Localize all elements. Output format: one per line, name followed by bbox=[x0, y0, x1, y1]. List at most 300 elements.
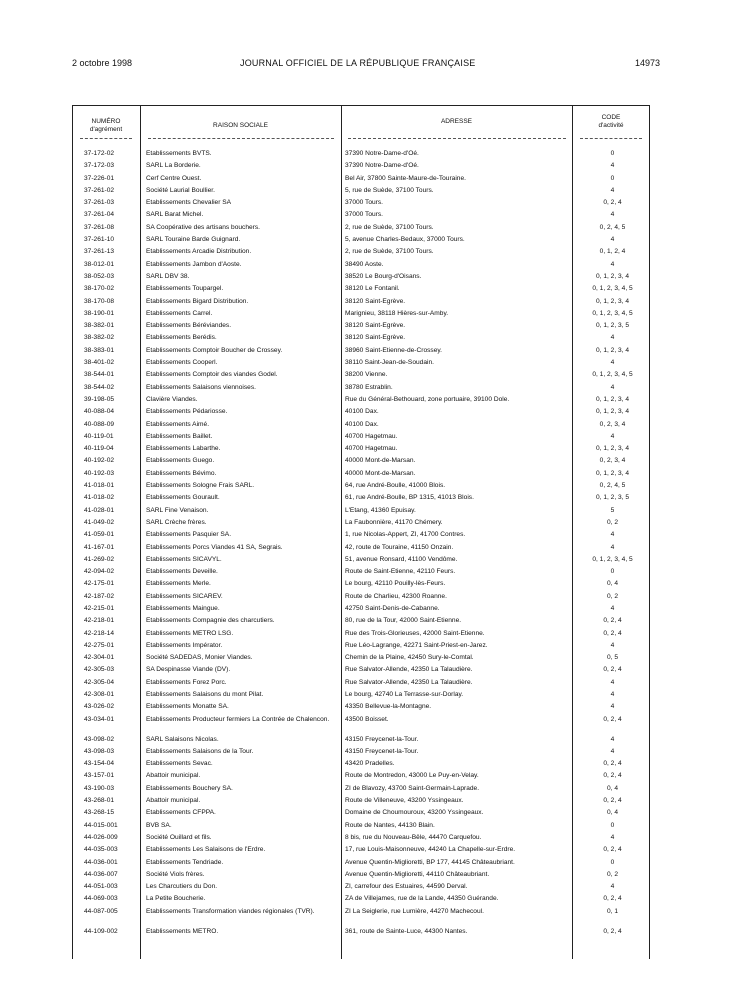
address: ZI La Seiglerie, rue Lumière, 44270 Machecoul. bbox=[345, 907, 484, 915]
activity-code: 0, 2, 4 bbox=[603, 666, 622, 674]
company-name: Etablissements Merle. bbox=[146, 580, 211, 588]
approval-number: 44-087-005 bbox=[84, 907, 118, 915]
table-header bbox=[72, 106, 650, 138]
approval-number: 38-382-01 bbox=[84, 322, 115, 330]
company-name: Etablissements Labarthe. bbox=[146, 445, 221, 453]
company-name: SARL Fine Venaison. bbox=[146, 506, 209, 514]
activity-code: 0 bbox=[610, 150, 615, 157]
activity-code: 0, 2, 4 bbox=[603, 927, 622, 935]
activity-code: 0, 2, 4, 5 bbox=[599, 223, 626, 231]
approval-table bbox=[72, 105, 650, 959]
header-rule bbox=[580, 138, 642, 139]
approval-number: 44-036-001 bbox=[84, 858, 118, 866]
company-name: Les Charcutiers du Don. bbox=[146, 883, 218, 891]
activity-code: 0 bbox=[610, 568, 615, 576]
address: 64, rue André-Boulle, 41000 Blois. bbox=[345, 482, 446, 490]
activity-code: 0, 2, 3, 4 bbox=[599, 457, 626, 465]
table-row bbox=[72, 347, 650, 359]
activity-code: 0, 1, 2, 3, 4, 5 bbox=[592, 371, 633, 379]
approval-number: 44-026-009 bbox=[84, 833, 118, 841]
header-rule bbox=[348, 138, 566, 139]
table-row bbox=[72, 470, 650, 482]
table-row bbox=[72, 748, 650, 760]
table-row bbox=[72, 310, 650, 322]
company-name: Etablissements METRO LSG. bbox=[146, 629, 234, 637]
table-row bbox=[72, 642, 650, 654]
address: 8 bis, rue du Nouveau-Bêle, 44470 Carquefou. bbox=[345, 833, 482, 841]
col-header-raison-sociale: RAISON SOCIALE bbox=[213, 122, 268, 129]
address: 38490 Aoste. bbox=[345, 260, 384, 268]
company-name: Etablissements Gourault. bbox=[146, 494, 220, 502]
company-name: Etablissements Arcadie Distribution. bbox=[146, 248, 252, 256]
table-row bbox=[72, 580, 650, 592]
address: Le bourg, 42110 Pouilly-lès-Feurs. bbox=[345, 580, 446, 588]
activity-code: 0, 2, 4 bbox=[603, 629, 622, 637]
company-name: Etablissements Berédis. bbox=[146, 334, 217, 342]
address: 43150 Freycenet-la-Tour. bbox=[345, 735, 419, 743]
table-row bbox=[72, 482, 650, 494]
company-name: Société Laurial Boullier. bbox=[146, 186, 215, 194]
address: 2, rue de Suède, 37100 Tours. bbox=[345, 223, 434, 231]
table-row bbox=[72, 211, 650, 223]
address: Chemin de la Plaine, 42450 Sury-le-Comtal. bbox=[345, 654, 474, 662]
activity-code: 0, 2, 4 bbox=[603, 199, 622, 207]
address: 38960 Saint-Etienne-de-Crossey. bbox=[345, 346, 443, 354]
company-name: Etablissements Impérator. bbox=[146, 641, 223, 649]
table-row bbox=[72, 162, 650, 174]
address: 42750 Saint-Denis-de-Cabanne. bbox=[345, 604, 440, 612]
address: Rue Salvator-Allende, 42350 La Talaudière. bbox=[345, 666, 473, 674]
address: 40000 Mont-de-Marsan. bbox=[345, 457, 416, 465]
company-name: Etablissements SICAVYL. bbox=[146, 555, 222, 563]
company-name: Etablissements Aimé. bbox=[146, 420, 210, 428]
company-name: Etablissements Bouchery SA. bbox=[146, 784, 233, 792]
approval-number: 44-015-001 bbox=[84, 821, 118, 829]
address: 17, rue Louis-Maisonneuve, 44240 La Chapelle-sur-Erdre. bbox=[345, 846, 516, 854]
address: 38120 Saint-Egrève. bbox=[345, 297, 406, 305]
address: 1, rue Nicolas-Appert, ZI, 41700 Contres. bbox=[345, 531, 466, 539]
activity-code: 5 bbox=[610, 506, 615, 514]
approval-number: 37-172-02 bbox=[84, 150, 115, 157]
table-row bbox=[72, 371, 650, 383]
approval-number: 42-308-01 bbox=[84, 691, 115, 699]
address: Bel Air, 37800 Sainte-Maure-de-Touraine. bbox=[345, 174, 466, 182]
table-row bbox=[72, 593, 650, 605]
company-name: Etablissements Compagnie des charcutiers. bbox=[146, 617, 275, 625]
company-name: Etablissements Salaisons de la Tour. bbox=[146, 747, 254, 755]
table-row bbox=[72, 421, 650, 433]
activity-code: 4 bbox=[610, 432, 615, 440]
address: La Faubonnière, 41170 Chémery. bbox=[345, 518, 443, 526]
table-row bbox=[72, 408, 650, 420]
address: Rue du Général-Bethouard, zone portuaire, 39100 Dole. bbox=[345, 395, 510, 403]
approval-number: 40-088-04 bbox=[84, 408, 115, 416]
address: 40700 Hagetmau. bbox=[345, 445, 398, 453]
activity-code: 4 bbox=[610, 735, 615, 743]
address: 43420 Pradelles. bbox=[345, 760, 395, 768]
table-row bbox=[72, 457, 650, 469]
table-row bbox=[72, 785, 650, 797]
activity-code: 4 bbox=[610, 334, 615, 342]
company-name: Société SADEDAS, Monier Viandes. bbox=[146, 654, 253, 662]
activity-code: 0, 2, 4 bbox=[603, 715, 622, 723]
table-row bbox=[72, 175, 650, 187]
table-row bbox=[72, 236, 650, 248]
company-name: SARL Barat Michel. bbox=[146, 211, 204, 219]
table-row bbox=[72, 871, 650, 883]
table-row bbox=[72, 846, 650, 858]
address: 5, rue de Suède, 37100 Tours. bbox=[345, 186, 434, 194]
table-row bbox=[72, 568, 650, 580]
company-name: SARL Crèche frères. bbox=[146, 518, 207, 526]
activity-code: 0, 2, 3, 4 bbox=[599, 420, 626, 428]
company-name: SA Coopérative des artisans bouchers. bbox=[146, 223, 260, 231]
company-name: Etablissements Guego. bbox=[146, 457, 215, 465]
company-name: Abattoir municipal. bbox=[146, 772, 201, 780]
activity-code: 4 bbox=[610, 186, 615, 194]
activity-code: 0, 1, 2, 3, 4 bbox=[596, 346, 629, 354]
activity-code: 0, 2, 4 bbox=[603, 895, 622, 903]
approval-number: 43-157-01 bbox=[84, 772, 115, 780]
approval-number: 41-028-01 bbox=[84, 506, 115, 514]
company-name: Etablissements Jambon d'Aoste. bbox=[146, 260, 242, 268]
approval-number: 37-261-13 bbox=[84, 248, 115, 256]
company-name: Etablissements Sologne Frais SARL. bbox=[146, 482, 255, 490]
activity-code: 0, 1 bbox=[607, 907, 618, 915]
table-row bbox=[72, 716, 650, 736]
approval-number: 38-170-08 bbox=[84, 297, 115, 305]
approval-number: 41-049-02 bbox=[84, 518, 115, 526]
col-header-numero-line2: d'agrément bbox=[89, 126, 123, 133]
approval-number: 43-268-01 bbox=[84, 797, 115, 805]
table-row bbox=[72, 630, 650, 642]
address: Avenue Quentin-Miglioretti, BP 177, 44145 Châteaubriant. bbox=[345, 858, 515, 866]
approval-number: 44-036-007 bbox=[84, 870, 118, 878]
table-row bbox=[72, 507, 650, 519]
activity-code: 0, 1, 2, 3, 4 bbox=[596, 395, 629, 403]
activity-code: 0, 2, 4 bbox=[603, 846, 622, 854]
header-rule bbox=[148, 138, 334, 139]
activity-code: 0, 1, 2, 3, 4 bbox=[596, 445, 629, 453]
address: 43500 Boisset. bbox=[345, 715, 389, 723]
company-name: Etablissements Comptoir des viandes Godel. bbox=[146, 371, 278, 379]
journal-title: JOURNAL OFFICIEL DE LA RÉPUBLIQUE FRANÇAISE bbox=[240, 58, 476, 68]
col-header-code-line1: CODE bbox=[601, 114, 621, 121]
company-name: BVB SA. bbox=[146, 821, 172, 829]
address: 40000 Mont-de-Marsan. bbox=[345, 469, 416, 477]
activity-code: 0, 2 bbox=[607, 592, 618, 600]
activity-code: 0, 1, 2, 3, 4 bbox=[596, 297, 629, 305]
table-row bbox=[72, 834, 650, 846]
company-name: Etablissements Salaisons du mont Pilat. bbox=[146, 691, 264, 699]
company-name: Clavière Viandes. bbox=[146, 395, 198, 403]
activity-code: 4 bbox=[610, 604, 615, 612]
activity-code: 4 bbox=[610, 641, 615, 649]
approval-number: 40-088-09 bbox=[84, 420, 115, 428]
address: Route de Nantes, 44130 Blain. bbox=[345, 821, 435, 829]
address: 42, route de Touraine, 41150 Onzain. bbox=[345, 543, 454, 551]
table-row bbox=[72, 617, 650, 629]
address: 5, avenue Charles-Bedaux, 37000 Tours. bbox=[345, 236, 465, 244]
table-row bbox=[72, 531, 650, 543]
table-row bbox=[72, 433, 650, 445]
table-row bbox=[72, 895, 650, 907]
address: 38110 Saint-Jean-de-Soudain. bbox=[345, 359, 434, 367]
company-name: Etablissements Baillet. bbox=[146, 432, 213, 440]
activity-code: 0 bbox=[610, 821, 615, 829]
address: Route de Charlieu, 42300 Roanne. bbox=[345, 592, 447, 600]
approval-number: 42-175-01 bbox=[84, 580, 115, 588]
activity-code: 0, 2 bbox=[607, 870, 618, 878]
approval-number: 41-018-02 bbox=[84, 494, 115, 502]
approval-number: 42-187-02 bbox=[84, 592, 115, 600]
company-name: Etablissements METRO. bbox=[146, 927, 219, 935]
approval-number: 37-226-01 bbox=[84, 174, 115, 182]
table-row bbox=[72, 334, 650, 346]
activity-code: 0 bbox=[610, 858, 615, 866]
address: ZI, carrefour des Estuaires, 44590 Derval. bbox=[345, 883, 468, 891]
company-name: Etablissements Tendriade. bbox=[146, 858, 224, 866]
activity-code: 0, 5 bbox=[607, 654, 618, 662]
activity-code: 4 bbox=[610, 162, 615, 170]
table-row bbox=[72, 322, 650, 334]
approval-number: 38-190-01 bbox=[84, 309, 115, 317]
approval-number: 38-544-02 bbox=[84, 383, 115, 391]
table-row bbox=[72, 679, 650, 691]
approval-number: 39-198-05 bbox=[84, 395, 115, 403]
table-row bbox=[72, 224, 650, 236]
address: Rue des Trois-Glorieuses, 42000 Saint-Etienne. bbox=[345, 629, 485, 637]
approval-number: 41-059-01 bbox=[84, 531, 115, 539]
activity-code: 0, 1, 2, 3, 4, 5 bbox=[592, 285, 633, 293]
approval-number: 43-034-01 bbox=[84, 715, 115, 723]
company-name: Société Ouillard et fils. bbox=[146, 833, 212, 841]
approval-number: 38-012-01 bbox=[84, 260, 115, 268]
address: Avenue Quentin-Miglioretti, 44110 Châteaubriant. bbox=[345, 870, 490, 878]
activity-code: 4 bbox=[610, 383, 615, 391]
address: 40100 Dax. bbox=[345, 420, 379, 428]
table-row bbox=[72, 691, 650, 703]
activity-code: 4 bbox=[610, 747, 615, 755]
approval-number: 40-192-02 bbox=[84, 457, 115, 465]
activity-code: 4 bbox=[610, 359, 615, 367]
table-row bbox=[72, 859, 650, 871]
activity-code: 0, 1, 2, 3, 4 bbox=[596, 408, 629, 416]
table-row bbox=[72, 908, 650, 928]
activity-code: 0, 4 bbox=[607, 809, 618, 817]
activity-code: 4 bbox=[610, 211, 615, 219]
table-row bbox=[72, 187, 650, 199]
company-name: Etablissements Sevac. bbox=[146, 760, 213, 768]
company-name: Etablissements Transformation viandes régionales (TVR). bbox=[146, 907, 315, 915]
company-name: Etablissements BVTS. bbox=[146, 150, 212, 157]
page-header bbox=[60, 58, 660, 72]
address: 37390 Notre-Dame-d'Oé. bbox=[345, 162, 419, 170]
activity-code: 0, 1, 2, 4 bbox=[599, 248, 626, 256]
approval-number: 43-154-04 bbox=[84, 760, 115, 768]
approval-number: 42-094-02 bbox=[84, 568, 115, 576]
approval-number: 37-261-08 bbox=[84, 223, 115, 231]
activity-code: 0, 4 bbox=[607, 580, 618, 588]
company-name: Etablissements Producteur fermiers La Contrée de Chalencon. bbox=[146, 715, 330, 723]
activity-code: 4 bbox=[610, 543, 615, 551]
table-row bbox=[72, 928, 650, 940]
address: 40700 Hagetmau. bbox=[345, 432, 398, 440]
issue-date: 2 octobre 1998 bbox=[72, 58, 133, 68]
activity-code: 4 bbox=[610, 260, 615, 268]
activity-code: 0, 1, 2, 3, 4, 5 bbox=[592, 555, 633, 563]
col-header-code bbox=[572, 114, 650, 130]
approval-number: 38-052-03 bbox=[84, 272, 115, 280]
company-name: SARL DBV 38. bbox=[146, 272, 190, 280]
company-name: Etablissements Cooperl. bbox=[146, 359, 218, 367]
table-row bbox=[72, 736, 650, 748]
company-name: La Petite Boucherie. bbox=[146, 895, 206, 903]
table-row bbox=[72, 519, 650, 531]
address: 38120 Saint-Egrève. bbox=[345, 334, 406, 342]
company-name: Etablissements Toupargel. bbox=[146, 285, 224, 293]
company-name: Abattoir municipal. bbox=[146, 797, 201, 805]
approval-number: 40-119-01 bbox=[84, 432, 114, 440]
table-row bbox=[72, 605, 650, 617]
company-name: Etablissements Béréviandes. bbox=[146, 322, 232, 330]
address: Rue Léo-Lagrange, 42271 Saint-Priest-en-Jarez. bbox=[345, 641, 488, 649]
col-header-adresse: ADRESSE bbox=[440, 118, 473, 125]
table-row bbox=[72, 797, 650, 809]
activity-code: 4 bbox=[610, 678, 615, 686]
table-row bbox=[72, 822, 650, 834]
approval-number: 37-261-03 bbox=[84, 199, 115, 207]
company-name: Etablissements Maingue. bbox=[146, 604, 220, 612]
activity-code: 4 bbox=[610, 703, 615, 711]
table-row bbox=[72, 150, 650, 162]
company-name: Etablissements CFPPA. bbox=[146, 809, 216, 817]
address: L'Etang, 41360 Epuisay. bbox=[345, 506, 416, 514]
approval-number: 44-069-003 bbox=[84, 895, 118, 903]
approval-number: 37-172-03 bbox=[84, 162, 115, 170]
table-body bbox=[72, 150, 650, 940]
activity-code: 0, 1, 2, 3, 4 bbox=[596, 469, 629, 477]
table-row bbox=[72, 703, 650, 715]
approval-number: 42-218-14 bbox=[84, 629, 115, 637]
company-name: Cerf Centre Ouest. bbox=[146, 174, 202, 182]
approval-number: 38-382-02 bbox=[84, 334, 115, 342]
address: Rue Salvator-Allende, 42350 La Talaudière. bbox=[345, 678, 473, 686]
activity-code: 0, 2 bbox=[607, 518, 618, 526]
activity-code: 0, 1, 2, 3, 5 bbox=[596, 494, 629, 502]
approval-number: 37-261-02 bbox=[84, 186, 115, 194]
approval-number: 38-401-02 bbox=[84, 359, 115, 367]
company-name: Etablissements Carrel. bbox=[146, 309, 213, 317]
address: 37000 Tours. bbox=[345, 211, 384, 219]
address: 38780 Estrablin. bbox=[345, 383, 393, 391]
approval-number: 42-215-01 bbox=[84, 604, 115, 612]
approval-number: 42-275-01 bbox=[84, 641, 115, 649]
company-name: Etablissements Pédariosse. bbox=[146, 408, 228, 416]
approval-number: 40-119-04 bbox=[84, 445, 114, 453]
address: 61, rue André-Boulle, BP 1315, 41013 Blois. bbox=[345, 494, 474, 502]
activity-code: 0, 1, 2, 3, 4 bbox=[596, 272, 629, 280]
table-row bbox=[72, 494, 650, 506]
col-header-numero bbox=[72, 118, 140, 134]
activity-code: 0, 2, 4 bbox=[603, 797, 622, 805]
table-row bbox=[72, 298, 650, 310]
approval-number: 43-190-03 bbox=[84, 784, 115, 792]
address: ZA de Villejames, rue de la Lande, 44350 Guérande. bbox=[345, 895, 499, 903]
approval-number: 44-109-002 bbox=[84, 927, 118, 935]
address: ZI de Blavozy, 43700 Saint-Germain-Laprade. bbox=[345, 784, 480, 792]
activity-code: 0 bbox=[610, 174, 615, 182]
table-row bbox=[72, 544, 650, 556]
address: 43350 Bellevue-la-Montagne. bbox=[345, 703, 432, 711]
address: 2, rue de Suède, 37100 Tours. bbox=[345, 248, 434, 256]
approval-number: 44-051-003 bbox=[84, 883, 118, 891]
company-name: Etablissements Forez Porc. bbox=[146, 678, 227, 686]
table-row bbox=[72, 396, 650, 408]
address: 361, route de Sainte-Luce, 44300 Nantes. bbox=[345, 927, 468, 935]
col-header-code-line2: d'activité bbox=[598, 122, 624, 129]
address: 40100 Dax. bbox=[345, 408, 379, 416]
page-number: 14973 bbox=[634, 58, 660, 68]
activity-code: 4 bbox=[610, 883, 615, 891]
company-name: Etablissements Deveille. bbox=[146, 568, 218, 576]
approval-number: 43-268-15 bbox=[84, 809, 115, 817]
company-name: Etablissements Bigard Distribution. bbox=[146, 297, 249, 305]
activity-code: 0, 2, 4 bbox=[603, 617, 622, 625]
company-name: Etablissements Bévimo. bbox=[146, 469, 217, 477]
company-name: Etablissements Les Salaisons de l'Erdre. bbox=[146, 846, 266, 854]
company-name: Etablissements SICAREV. bbox=[146, 592, 223, 600]
approval-number: 43-098-03 bbox=[84, 747, 115, 755]
approval-number: 41-167-01 bbox=[84, 543, 115, 551]
company-name: SARL Touraine Barde Guignard. bbox=[146, 236, 241, 244]
table-row bbox=[72, 556, 650, 568]
approval-number: 38-383-01 bbox=[84, 346, 115, 354]
address: 37390 Notre-Dame-d'Oé. bbox=[345, 150, 419, 157]
address: 38120 Le Fontanil. bbox=[345, 285, 400, 293]
table-row bbox=[72, 772, 650, 784]
approval-number: 41-269-02 bbox=[84, 555, 115, 563]
table-row bbox=[72, 285, 650, 297]
address: Le bourg, 42740 La Terrasse-sur-Dorlay. bbox=[345, 691, 464, 699]
table-row bbox=[72, 384, 650, 396]
table-row bbox=[72, 809, 650, 821]
company-name: Etablissements Salaisons viennoises. bbox=[146, 383, 256, 391]
company-name: Etablissements Porcs Viandes 41 SA, Segrais. bbox=[146, 543, 283, 551]
approval-number: 41-018-01 bbox=[84, 482, 115, 490]
table-row bbox=[72, 248, 650, 260]
table-row bbox=[72, 654, 650, 666]
company-name: Etablissements Comptoir Boucher de Crossey. bbox=[146, 346, 283, 354]
address: 38200 Vienne. bbox=[345, 371, 388, 379]
approval-number: 38-544-01 bbox=[84, 371, 115, 379]
address: 80, rue de la Tour, 42000 Saint-Etienne. bbox=[345, 617, 462, 625]
address: Route de Saint-Etienne, 42110 Feurs. bbox=[345, 568, 456, 576]
company-name: SARL La Borderie. bbox=[146, 162, 201, 170]
table-row bbox=[72, 273, 650, 285]
company-name: Etablissements Chevalier SA bbox=[146, 199, 232, 207]
approval-number: 42-218-01 bbox=[84, 617, 115, 625]
activity-code: 0, 1, 2, 3, 4, 5 bbox=[592, 309, 633, 317]
approval-number: 38-170-02 bbox=[84, 285, 115, 293]
approval-number: 40-192-03 bbox=[84, 469, 115, 477]
approval-number: 44-035-003 bbox=[84, 846, 118, 854]
company-name: Société Viols frères. bbox=[146, 870, 205, 878]
approval-number: 37-261-10 bbox=[84, 236, 115, 244]
table-row bbox=[72, 261, 650, 273]
table-row bbox=[72, 760, 650, 772]
table-row bbox=[72, 199, 650, 211]
